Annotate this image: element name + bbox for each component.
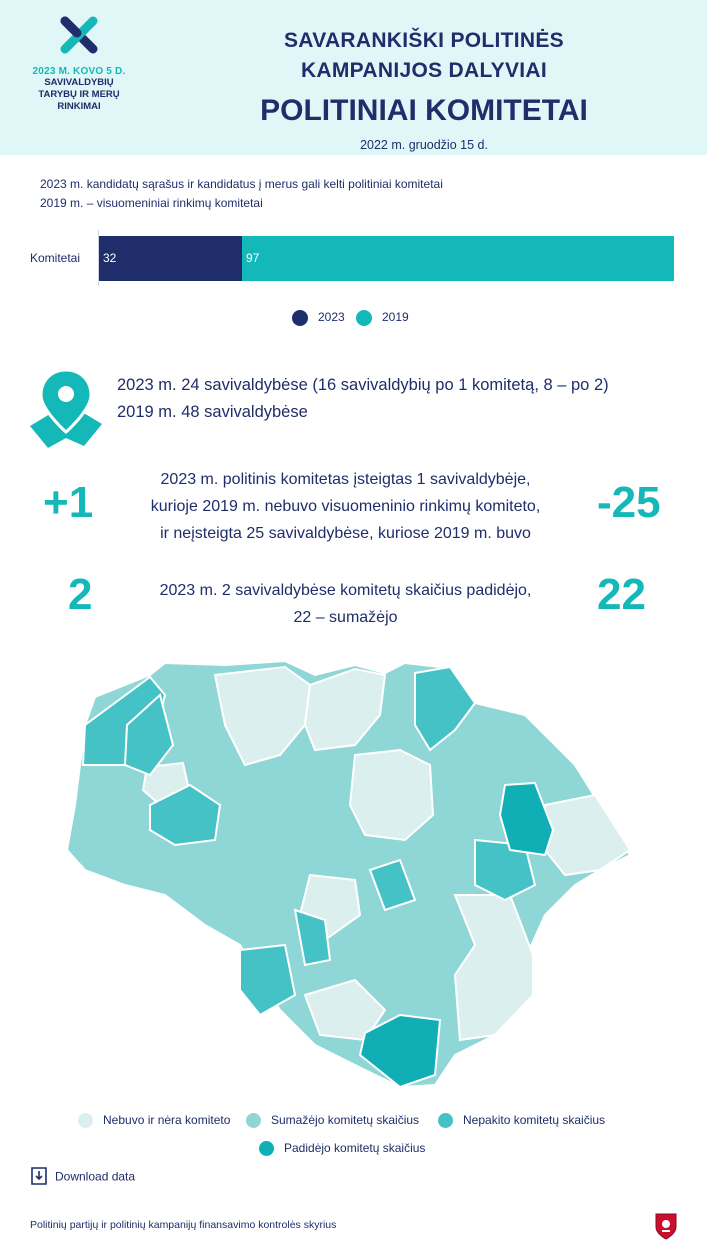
established-text <box>118 466 573 547</box>
legend-label-2019: 2019 <box>382 310 409 325</box>
election-logo <box>20 16 138 113</box>
established-line1: 2023 m. politinis komitetas įsteigtas 1 savivaldybėje, <box>160 471 531 488</box>
change-text <box>118 577 573 631</box>
legend-item-2019[interactable] <box>356 310 409 326</box>
title-line1: SAVARANKIŠKI POLITINĖS <box>283 29 564 52</box>
coat-of-arms-icon <box>654 1212 678 1245</box>
decreased-value: 22 <box>597 570 646 619</box>
map-legend-increased[interactable] <box>259 1141 425 1156</box>
note-2019: 2019 m. – visuomeniniai rinkimų komitetai <box>40 196 263 210</box>
download-data-link[interactable] <box>31 1167 135 1188</box>
legend-dot-2019 <box>356 310 372 326</box>
title-line2: KAMPANIJOS DALYVIAI <box>300 59 548 82</box>
location-pin-icon <box>28 368 104 455</box>
legend-dot-2023 <box>292 310 308 326</box>
legend-label-2023: 2023 <box>318 310 345 325</box>
map-legend-unchanged[interactable] <box>438 1113 605 1128</box>
logo-line3: RINKIMAI <box>57 101 101 112</box>
map-legend-decreased[interactable] <box>246 1113 419 1128</box>
legend-dot-increased <box>259 1141 274 1156</box>
increased-value: 2 <box>68 570 93 619</box>
legend-label-unchanged: Nepakito komitetų skaičius <box>463 1113 606 1127</box>
x-logo-icon <box>60 16 98 54</box>
legend-label-none: Nebuvo ir nėra komiteto <box>103 1113 231 1127</box>
download-icon <box>31 1167 47 1188</box>
title-block <box>200 26 648 152</box>
download-label: Download data <box>55 1169 136 1184</box>
map-legend-none[interactable] <box>78 1113 230 1128</box>
plus-one-value: +1 <box>43 478 94 527</box>
legend-item-2023[interactable] <box>292 310 345 326</box>
page-title: POLITINIAI KOMITETAI <box>260 94 588 127</box>
header-banner <box>0 0 707 155</box>
municipality-stats <box>117 372 609 426</box>
publish-date: 2022 m. gruodžio 15 d. <box>360 138 488 152</box>
logo-date: 2023 M. KOVO 5 D. <box>32 66 126 77</box>
footer-credit: Politinių partijų ir politinių kampanijų finansavimo kontrolės skyrius <box>30 1219 337 1231</box>
map-region-none[interactable] <box>545 795 630 875</box>
logo-line1: SAVIVALDYBIŲ <box>44 77 114 88</box>
change-line1: 2023 m. 2 savivaldybėse komitetų skaičius padidėjo, <box>159 582 532 599</box>
legend-dot-none <box>78 1113 93 1128</box>
municipalities-2023: 2023 m. 24 savivaldybėse (16 savivaldybių po 1 komitetą, 8 – po 2) <box>117 376 609 394</box>
note-2023: 2023 m. kandidatų sąrašus ir kandidatus į merus gali kelti politiniai komitetai <box>40 177 443 191</box>
established-line2: kurioje 2019 m. nebuvo visuomeninio rinkimų komiteto, <box>150 498 541 515</box>
legend-dot-decreased <box>246 1113 261 1128</box>
lithuania-municipality-map <box>55 655 645 1095</box>
bar-segment-2019[interactable]: 97 <box>242 236 674 281</box>
logo-line2: TARYBŲ IR MERŲ <box>38 89 120 100</box>
bar-category-label: Komitetai <box>30 251 81 265</box>
legend-dot-unchanged <box>438 1113 453 1128</box>
legend-label-increased: Padidėjo komitetų skaičius <box>284 1141 426 1155</box>
bar-segment-2023[interactable]: 32 <box>99 236 242 281</box>
legend-label-decreased: Sumažėjo komitetų skaičius <box>271 1113 420 1127</box>
change-line2: 22 – sumažėjo <box>293 609 398 626</box>
established-line3: ir neįsteigta 25 savivaldybėse, kuriose 2019 m. buvo <box>160 525 531 542</box>
map-region-none[interactable] <box>350 750 433 840</box>
municipalities-2019: 2019 m. 48 savivaldybėse <box>117 403 308 421</box>
minus-value: -25 <box>597 478 661 527</box>
